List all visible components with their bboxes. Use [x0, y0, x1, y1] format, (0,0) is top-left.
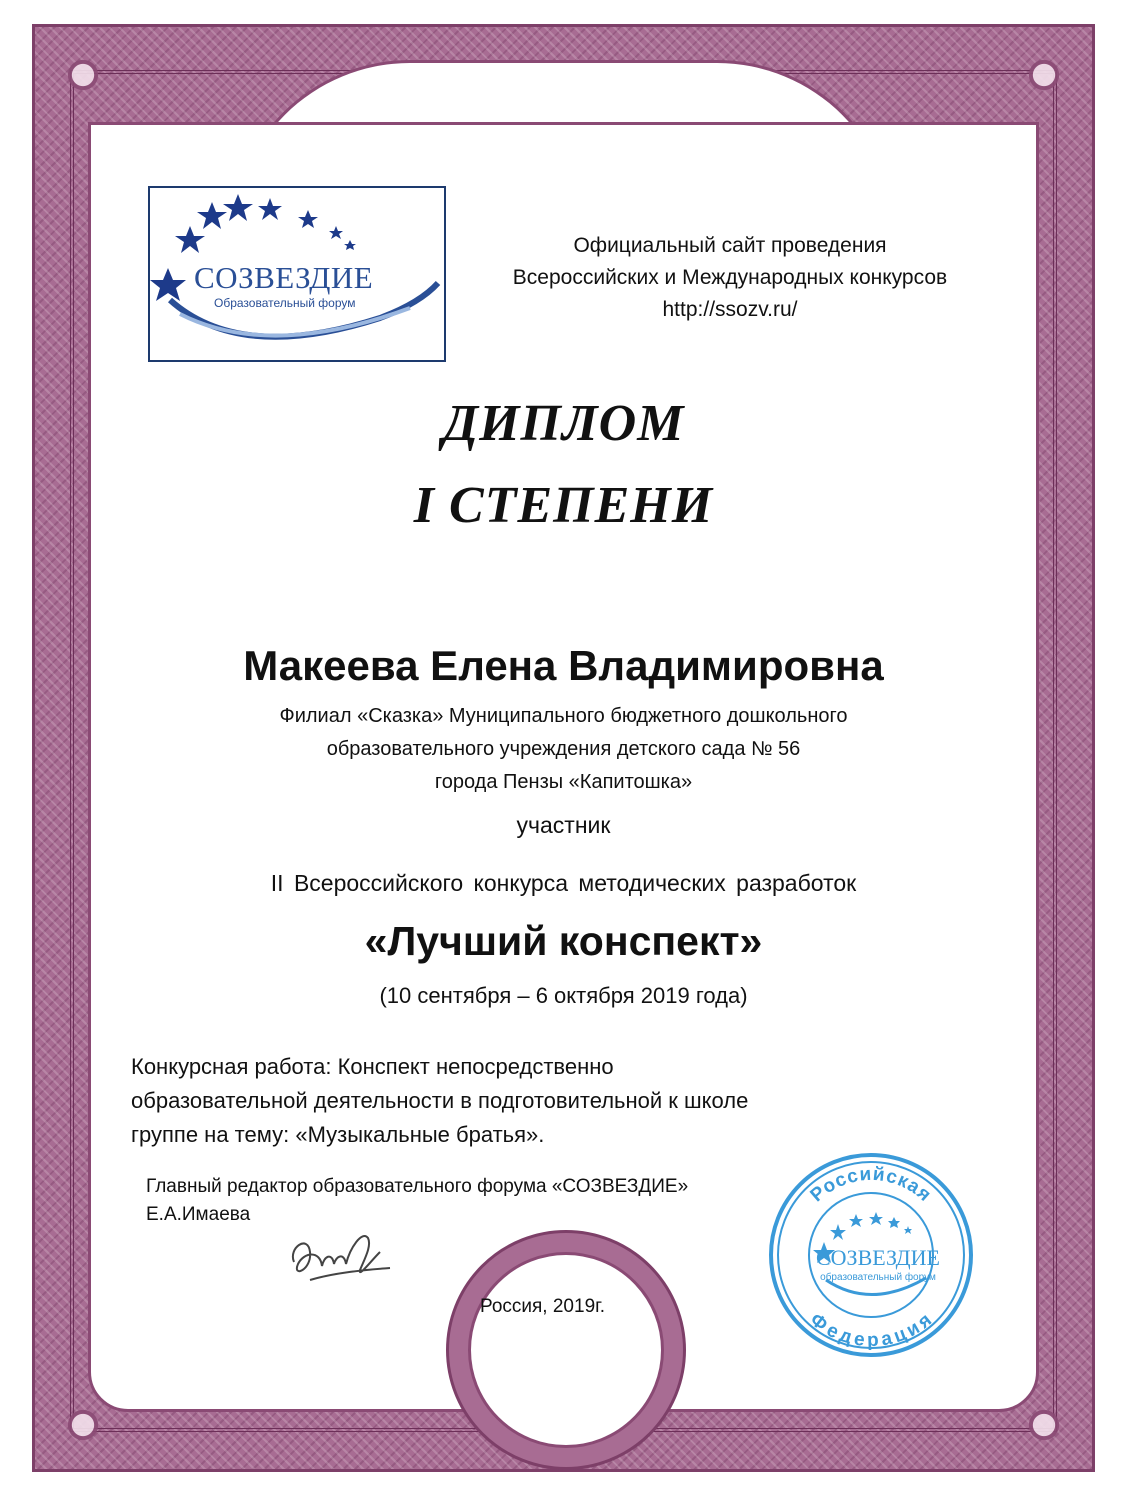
work-line-2: образовательной деятельности в подготовительной к школе: [131, 1088, 749, 1113]
org-line-2: образовательного учреждения детского сада № 56: [326, 738, 801, 760]
corner-ornament: [1009, 1390, 1079, 1460]
corner-ornament: [48, 40, 118, 110]
editor-block: [146, 1173, 688, 1229]
editor-name: Е.А.Имаева: [146, 1204, 251, 1225]
sozvezdie-logo: [148, 186, 446, 362]
recipient-organization: [140, 700, 987, 799]
corner-ornament: [1009, 40, 1079, 110]
svg-text:Российская: [807, 1164, 936, 1207]
stamp-bottom-text: Федерация: [805, 1309, 937, 1352]
work-line-3: группе на тему: «Музыкальные братья».: [131, 1122, 545, 1147]
contest-name: «Лучший конспект»: [364, 918, 763, 964]
contest-dates: (10 сентября – 6 октября 2019 года): [379, 983, 748, 1008]
stamp-center-title: СОЗВЕЗДИЕ: [816, 1245, 940, 1270]
org-line-1: Филиал «Сказка» Муниципального бюджетного дошкольного: [279, 705, 848, 727]
contest-line: II Всероссийского конкурса методических разработок: [270, 870, 857, 896]
org-line-3: города Пензы «Капитошка»: [434, 771, 693, 793]
stamp-center-subtitle: образовательный форум: [820, 1272, 936, 1283]
corner-ornament: [48, 1390, 118, 1460]
signature-icon: [280, 1212, 400, 1292]
place-year: Россия, 2019г.: [480, 1296, 606, 1317]
editor-position: Главный редактор образовательного форума «СОЗВЕЗДИЕ»: [146, 1176, 689, 1197]
diploma-title: ДИПЛОМ: [442, 395, 685, 452]
stamp-top-text: Российская: [806, 1163, 936, 1207]
work-line-1: Конкурсная работа: Конспект непосредственно: [131, 1054, 614, 1079]
site-line-2: Всероссийских и Международных конкурсов: [512, 266, 948, 289]
site-url[interactable]: http://ssozv.ru/: [662, 298, 798, 321]
logo-title: СОЗВЕЗДИЕ: [194, 260, 374, 295]
recipient-role: участник: [516, 812, 611, 838]
site-info: [420, 230, 1040, 326]
diploma-degree: I СТЕПЕНИ: [413, 477, 714, 534]
recipient-name: Макеева Елена Владимировна: [243, 642, 884, 689]
bottom-medallion-center: [468, 1252, 664, 1448]
logo-subtitle: Образовательный форум: [214, 296, 356, 310]
competition-work: [131, 1050, 971, 1152]
stamp-seal: [766, 1150, 976, 1360]
site-line-1: Официальный сайт проведения: [573, 234, 887, 257]
